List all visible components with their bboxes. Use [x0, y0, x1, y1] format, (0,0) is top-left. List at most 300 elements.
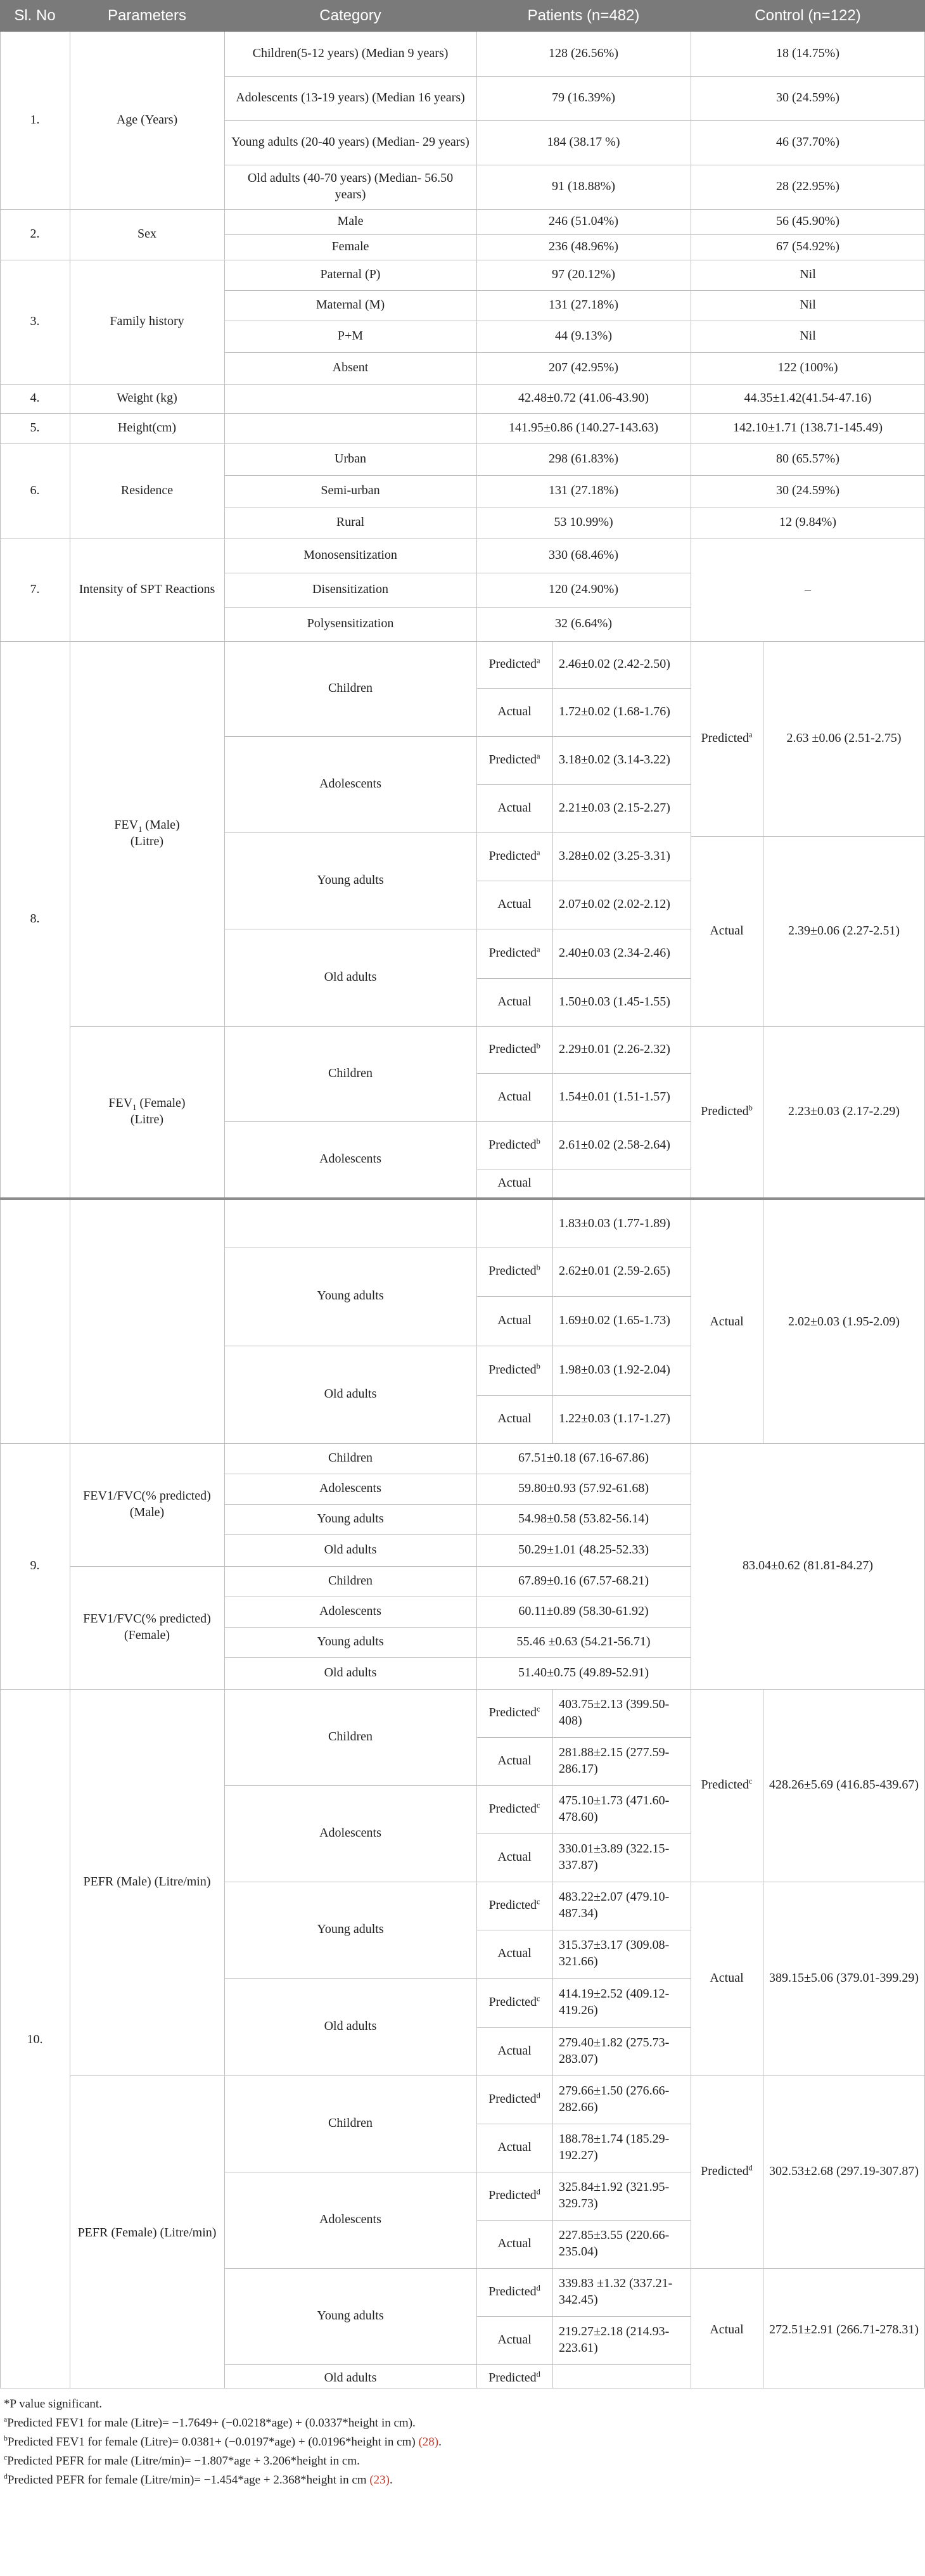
grid-line — [476, 978, 691, 979]
predicted-label — [476, 1121, 552, 1170]
footnote-d — [4, 2473, 393, 2487]
grid-line — [0, 443, 925, 444]
category-cell: P+M — [337, 329, 364, 343]
patients-cell: 97 (20.12%) — [552, 267, 615, 282]
footnote-marker: a — [4, 2415, 8, 2424]
control-cell: 2.02±0.03 (1.95-2.09) — [788, 1315, 900, 1329]
patients-cell: 2.46±0.02 (2.42-2.50) — [559, 657, 670, 672]
predicted-text: Predicted — [701, 2164, 749, 2179]
patients-cell: 279.66±1.50 (276.66-282.66) — [559, 2084, 670, 2114]
predicted-text: Predicted — [488, 1802, 537, 1816]
predicted-text: Predicted — [701, 1104, 749, 1119]
category-cell: Polysensitization — [307, 616, 394, 631]
patients-cell: 414.19±2.52 (409.12-419.26) — [559, 1987, 670, 2017]
footnote-marker: d — [536, 2369, 540, 2379]
footnote-marker: c — [749, 1776, 753, 1786]
control-cell: 30 (24.59%) — [776, 91, 839, 105]
patients-cell: 279.40±1.82 (275.73-283.07) — [559, 2036, 670, 2066]
control-cell: 83.04±0.62 (81.81-84.27) — [743, 1559, 873, 1573]
actual-label: Actual — [497, 1090, 532, 1104]
predicted-text: Predicted — [488, 2371, 537, 2385]
slno-6: 6. — [30, 483, 40, 498]
actual-label: Actual — [497, 1313, 532, 1328]
footnote-significance: *P value significant. — [4, 2397, 102, 2411]
patients-cell: 1.98±0.03 (1.92-2.04) — [559, 1363, 670, 1377]
param-text: FEV — [108, 1096, 133, 1111]
grid-line — [0, 1443, 925, 1444]
category-cell: Adolescents — [319, 2212, 381, 2227]
patients-cell: 79 (16.39%) — [552, 91, 615, 105]
footnote-marker: b — [748, 1103, 753, 1113]
grid-line — [476, 1296, 691, 1297]
param-text: FEV — [114, 818, 139, 832]
grid-line — [70, 2075, 925, 2076]
patients-cell: 1.22±0.03 (1.17-1.27) — [559, 1412, 670, 1426]
predicted-text: Predicted — [488, 753, 537, 767]
category-cell: Young adults — [317, 1922, 384, 1937]
patients-cell: 42.48±0.72 (41.06-43.90) — [518, 391, 649, 405]
predicted-text: Predicted — [488, 2188, 537, 2203]
category-cell: Semi-urban — [321, 483, 380, 498]
patients-cell: 315.37±3.17 (309.08-321.66) — [559, 1938, 670, 1968]
category-cell: Adolescents — [319, 1826, 381, 1840]
predicted-text: Predicted — [701, 731, 750, 746]
slno-7: 7. — [30, 582, 40, 597]
header-control: Control (n=122) — [755, 7, 861, 24]
header-patients: Patients (n=482) — [527, 7, 640, 24]
category-cell: Maternal (M) — [316, 298, 385, 312]
category-cell: Old adults (40-70 years) (Median- 56.50 years) — [247, 171, 454, 201]
slno-5: 5. — [30, 421, 40, 435]
grid-line — [224, 234, 925, 235]
patients-cell: 207 (42.95%) — [549, 360, 618, 375]
page-break-rule — [0, 1197, 925, 1200]
predicted-text: Predicted — [488, 849, 537, 864]
category-cell: Children — [328, 1730, 373, 1744]
param-sub: 1 — [138, 825, 143, 834]
param-text: (Litre) — [130, 834, 164, 848]
category-cell: Disensitization — [312, 582, 388, 597]
control-cell: 2.23±0.03 (2.17-2.29) — [788, 1104, 900, 1119]
grid-line — [476, 1395, 691, 1396]
header-slno: Sl. No — [14, 7, 56, 24]
grid-line — [0, 384, 925, 385]
footnote-text: Predicted FEV1 for male (Litre)= −1.7649+ (−0.0218*age) + (0.0337*height in cm). — [7, 2416, 416, 2430]
grid-line — [224, 832, 691, 833]
predicted-label — [476, 2268, 552, 2316]
patients-cell: 2.40±0.03 (2.34-2.46) — [559, 946, 670, 960]
predicted-label — [476, 2075, 552, 2124]
patients-cell: 330 (68.46%) — [549, 548, 618, 563]
footnote-b — [4, 2435, 442, 2449]
category-cell: Children — [328, 1066, 373, 1081]
actual-label: Actual — [497, 1946, 532, 1961]
actual-label: Actual — [497, 897, 532, 912]
header-parameters: Parameters — [107, 7, 187, 24]
category-cell: Old adults — [324, 1543, 377, 1557]
param-pefr-female: PEFR (Female) (Litre/min) — [77, 2226, 217, 2240]
patients-cell: 2.62±0.01 (2.59-2.65) — [559, 1264, 670, 1278]
patients-cell: 2.61±0.02 (2.58-2.64) — [559, 1138, 670, 1152]
patients-cell: 67.51±0.18 (67.16-67.86) — [518, 1451, 649, 1465]
predicted-text: Predicted — [488, 1264, 537, 1278]
category-cell: Old adults — [324, 2019, 377, 2034]
grid-line — [476, 2316, 691, 2317]
patients-cell: 50.29±1.01 (48.25-52.33) — [518, 1543, 649, 1557]
patients-cell: 67.89±0.16 (67.57-68.21) — [518, 1574, 649, 1588]
category-cell: Female — [331, 239, 369, 254]
footnote-marker: b — [4, 2434, 8, 2443]
actual-label: Actual — [497, 2333, 532, 2347]
patients-cell: 298 (61.83%) — [549, 452, 618, 466]
patients-cell: 227.85±3.55 (220.66-235.04) — [559, 2228, 670, 2259]
grid-line — [224, 120, 925, 121]
patients-cell: 1.54±0.01 (1.51-1.57) — [559, 1090, 670, 1104]
patients-cell: 281.88±2.15 (277.59-286.17) — [559, 1745, 670, 1776]
control-cell: 302.53±2.68 (297.19-307.87) — [769, 2164, 919, 2179]
patients-cell: 2.07±0.02 (2.02-2.12) — [559, 897, 670, 912]
category-cell: Children — [328, 1574, 373, 1588]
actual-label: Actual — [497, 2140, 532, 2155]
grid-line — [224, 2268, 691, 2269]
patients-cell: 141.95±0.86 (140.27-143.63) — [509, 421, 658, 435]
grid-line — [224, 352, 925, 353]
category-cell: Adolescents (13-19 years) (Median 16 years) — [236, 91, 465, 105]
footnote-text: . — [438, 2435, 442, 2449]
category-cell: Children — [328, 681, 373, 696]
footnote-text: Predicted PEFR for male (Litre/min)= −1.807*age + 3.206*height in cm. — [7, 2454, 360, 2468]
grid-line — [224, 1504, 691, 1505]
param-fev1fvc-female: FEV1/FVC(% predicted) (Female) — [83, 1612, 211, 1642]
grid-line — [476, 688, 691, 689]
patients-cell: 475.10±1.73 (471.60-478.60) — [559, 1794, 670, 1824]
slno-3: 3. — [30, 314, 40, 329]
predicted-text: Predicted — [488, 2092, 537, 2107]
param-text: (Litre) — [130, 1113, 164, 1126]
grid-line — [0, 413, 925, 414]
category-cell: Old adults — [324, 1666, 377, 1680]
predicted-text: Predicted — [488, 1995, 537, 2010]
slno-9: 9. — [30, 1559, 40, 1573]
footnote-text: . — [389, 2473, 393, 2487]
predicted-text: Predicted — [488, 1042, 537, 1057]
slno-1: 1. — [30, 113, 40, 127]
category-cell: Adolescents — [319, 1604, 381, 1619]
footnote-marker: b — [536, 1361, 540, 1371]
patients-cell: 246 (51.04%) — [549, 214, 618, 229]
patients-cell: 325.84±1.92 (321.95-329.73) — [559, 2180, 670, 2210]
grid-line — [0, 209, 925, 210]
grid-line — [70, 1566, 691, 1567]
category-cell: Absent — [332, 360, 369, 375]
category-cell: Young adults — [317, 1289, 384, 1303]
footnote-marker: c — [537, 1897, 540, 1906]
control-cell: 67 (54.92%) — [776, 239, 839, 254]
grid-line — [224, 1978, 691, 1979]
predicted-label — [476, 1346, 552, 1395]
reference-link[interactable]: (23) — [369, 2473, 390, 2487]
param-sex: Sex — [137, 227, 156, 241]
grid-line — [224, 736, 691, 737]
grid-line — [224, 1627, 691, 1628]
param-spt: Intensity of SPT Reactions — [79, 582, 215, 597]
patients-cell: 120 (24.90%) — [549, 582, 618, 597]
grid-line — [224, 1785, 691, 1786]
predicted-label — [476, 929, 552, 978]
footnote-text: Predicted FEV1 for female (Litre)= 0.0381+ (−0.0197*age) + (0.0196*height in cm) — [7, 2435, 419, 2449]
patients-cell: 32 (6.64%) — [555, 616, 612, 631]
predicted-text: Predicted — [488, 1706, 537, 1720]
grid-line — [70, 1026, 925, 1027]
grid-line — [476, 784, 691, 785]
patients-cell: 339.83 ±1.32 (337.21-342.45) — [559, 2276, 673, 2307]
table-header — [0, 0, 925, 32]
footnote-c — [4, 2454, 360, 2468]
control-cell: 56 (45.90%) — [776, 214, 839, 229]
category-cell: Young adults — [317, 2309, 384, 2323]
actual-label: Actual — [497, 2044, 532, 2058]
control-cell: 2.63 ±0.06 (2.51-2.75) — [786, 731, 902, 746]
control-cell: 428.26±5.69 (416.85-439.67) — [769, 1778, 919, 1792]
category-cell: Male — [337, 214, 364, 229]
param-residence: Residence — [120, 483, 174, 498]
grid-line — [476, 1833, 691, 1834]
control-cell: 46 (37.70%) — [776, 135, 839, 150]
predicted-label — [476, 1978, 552, 2027]
param-height: Height(cm) — [117, 421, 177, 435]
control-cell: 12 (9.84%) — [779, 515, 836, 530]
grid-line — [476, 1737, 691, 1738]
predicted-label — [476, 1026, 552, 1073]
footnote-marker: d — [536, 2283, 540, 2293]
footnote-marker: a — [537, 945, 540, 954]
category-cell: Adolescents — [319, 1481, 381, 1496]
control-cell: 18 (14.75%) — [776, 46, 839, 61]
param-fev1-female — [70, 1026, 224, 1197]
footnote-marker: a — [537, 656, 540, 665]
grid-line — [0, 641, 925, 642]
category-cell: Children(5-12 years) (Median 9 years) — [252, 46, 449, 61]
patients-cell: 59.80±0.93 (57.92-61.68) — [518, 1481, 649, 1496]
category-cell: Adolescents — [319, 777, 381, 791]
patients-cell: 51.40±0.75 (49.89-52.91) — [518, 1666, 649, 1680]
control-cell: 28 (22.95%) — [776, 179, 839, 194]
patients-cell: 1.69±0.02 (1.65-1.73) — [559, 1313, 670, 1328]
predicted-label — [476, 2364, 552, 2388]
grid-line — [0, 32, 1, 2388]
actual-label: Actual — [497, 1754, 532, 1768]
category-cell: Young adults — [317, 1512, 384, 1526]
footnote-marker: d — [536, 2091, 540, 2100]
param-pefr-male: PEFR (Male) (Litre/min) — [83, 1875, 211, 1889]
patients-cell: 55.46 ±0.63 (54.21-56.71) — [516, 1635, 651, 1649]
patients-cell: 1.72±0.02 (1.68-1.76) — [559, 705, 670, 719]
patients-cell: 3.28±0.02 (3.25-3.31) — [559, 849, 670, 864]
control-cell: – — [805, 582, 811, 597]
category-cell: Urban — [335, 452, 366, 466]
predicted-label — [691, 2075, 763, 2268]
patients-cell: 1.83±0.03 (1.77-1.89) — [559, 1216, 670, 1231]
patients-cell: 188.78±1.74 (185.29-192.27) — [559, 2132, 670, 2162]
control-cell: 2.39±0.06 (2.27-2.51) — [788, 924, 900, 938]
predicted-text: Predicted — [488, 946, 537, 960]
patients-cell: 91 (18.88%) — [552, 179, 615, 194]
predicted-text: Predicted — [488, 2285, 537, 2299]
category-cell: Rural — [336, 515, 365, 530]
control-cell: 44.35±1.42(41.54-47.16) — [744, 391, 872, 405]
grid-line — [476, 1073, 691, 1074]
category-cell: Adolescents — [319, 1152, 381, 1166]
param-sub: 1 — [132, 1103, 137, 1113]
actual-label: Actual — [497, 995, 532, 1009]
grid-line — [224, 607, 691, 608]
actual-label: Actual — [497, 705, 532, 719]
category-cell: Monosensitization — [303, 548, 397, 563]
grid-line — [476, 2220, 691, 2221]
param-text: (Male) — [142, 818, 180, 832]
predicted-label — [476, 1247, 552, 1296]
actual-label: Actual — [710, 1315, 744, 1329]
predicted-label — [476, 1882, 552, 1930]
footnote-marker: b — [536, 1263, 540, 1272]
patients-cell: 330.01±3.89 (322.15-337.87) — [559, 1842, 670, 1872]
grid-line — [691, 836, 925, 837]
patients-cell: 2.21±0.03 (2.15-2.27) — [559, 801, 670, 815]
patients-cell: 53 10.99%) — [554, 515, 613, 530]
category-cell: Children — [328, 2116, 373, 2131]
control-cell: 80 (65.57%) — [776, 452, 839, 466]
category-cell: Old adults — [324, 2371, 377, 2385]
patients-cell: 131 (27.18%) — [549, 483, 618, 498]
control-cell: 389.15±5.06 (379.01-399.29) — [769, 1971, 919, 1986]
category-cell: Paternal (P) — [320, 267, 381, 282]
actual-label: Actual — [710, 2323, 744, 2337]
footnote-marker: a — [537, 751, 540, 761]
category-cell: Old adults — [324, 1387, 377, 1401]
footnote-marker: c — [537, 1704, 540, 1714]
control-cell: Nil — [800, 298, 816, 312]
grid-line — [224, 290, 925, 291]
category-cell: Young adults — [317, 873, 384, 888]
category-cell: Children — [328, 1451, 373, 1465]
patients-cell: 1.50±0.03 (1.45-1.55) — [559, 995, 670, 1009]
slno-10: 10. — [27, 2032, 43, 2047]
category-cell: Young adults (20-40 years) (Median- 29 years) — [231, 135, 469, 150]
actual-label: Actual — [497, 1176, 532, 1190]
header-category: Category — [319, 7, 381, 24]
actual-label: Actual — [497, 801, 532, 815]
footnote-marker: d — [748, 2163, 753, 2172]
patients-cell: 236 (48.96%) — [549, 239, 618, 254]
param-fev1-male — [70, 641, 224, 1026]
grid-line — [476, 2027, 691, 2028]
footnote-marker: c — [4, 2453, 8, 2462]
grid-line — [691, 2268, 925, 2269]
patients-cell: 184 (38.17 %) — [547, 135, 620, 150]
param-family-history: Family history — [110, 314, 184, 329]
slno-8: 8. — [30, 912, 40, 926]
grid-line — [224, 1657, 691, 1658]
footnote-marker: c — [537, 1994, 540, 2003]
grid-line — [0, 1689, 925, 1690]
predicted-text: Predicted — [488, 1138, 537, 1152]
actual-label: Actual — [497, 1850, 532, 1865]
control-cell: 272.51±2.91 (266.71-278.31) — [769, 2323, 919, 2337]
grid-line — [224, 1121, 691, 1122]
predicted-text: Predicted — [488, 1898, 537, 1913]
predicted-label — [691, 1026, 763, 1197]
footnote-text: Predicted PEFR for female (Litre/min)= −1.454*age + 2.368*height in cm — [7, 2473, 370, 2487]
predicted-label — [476, 641, 552, 688]
grid-line — [552, 1689, 553, 2388]
actual-label: Actual — [710, 924, 744, 938]
patients-cell: 403.75±2.13 (399.50-408) — [559, 1697, 670, 1728]
param-fev1fvc-male: FEV1/FVC(% predicted) (Male) — [83, 1489, 211, 1519]
category-cell: Young adults — [317, 1635, 384, 1649]
slno-2: 2. — [30, 227, 40, 241]
footnote-marker: a — [749, 730, 753, 739]
patients-cell: 60.11±0.89 (58.30-61.92) — [518, 1604, 649, 1619]
patients-cell: 128 (26.56%) — [549, 46, 618, 61]
predicted-label — [476, 2172, 552, 2220]
control-cell: Nil — [800, 267, 816, 282]
footnote-marker: d — [4, 2472, 8, 2481]
control-cell: 30 (24.59%) — [776, 483, 839, 498]
patients-cell: 54.98±0.58 (53.82-56.14) — [518, 1512, 649, 1526]
footnote-marker: a — [537, 848, 540, 857]
footnote-marker: c — [537, 1801, 540, 1810]
control-cell: 122 (100%) — [777, 360, 838, 375]
param-age: Age (Years) — [116, 113, 178, 127]
slno-4: 4. — [30, 391, 40, 405]
grid-line — [224, 32, 225, 2388]
predicted-text: Predicted — [488, 1363, 537, 1377]
predicted-label — [476, 1689, 552, 1737]
predicted-label — [476, 736, 552, 784]
patients-cell: 44 (9.13%) — [555, 329, 612, 343]
actual-label: Actual — [497, 1412, 532, 1426]
grid-line — [224, 1534, 691, 1535]
grid-line — [224, 2364, 691, 2365]
grid-line — [224, 475, 925, 476]
patients-cell: 3.18±0.02 (3.14-3.22) — [559, 753, 670, 767]
footnote-marker: b — [536, 1137, 540, 1146]
footnote-marker: b — [536, 1041, 540, 1050]
patients-cell: 219.27±2.18 (214.93-223.61) — [559, 2324, 670, 2355]
predicted-label — [476, 832, 552, 881]
actual-label: Actual — [710, 1971, 744, 1986]
predicted-label — [476, 1785, 552, 1833]
footnote-marker: d — [536, 2187, 540, 2197]
grid-line — [476, 32, 477, 2388]
reference-link[interactable]: (28) — [418, 2435, 439, 2449]
grid-line — [552, 641, 553, 1443]
param-weight: Weight (kg) — [117, 391, 177, 405]
patients-cell: 2.29±0.01 (2.26-2.32) — [559, 1042, 670, 1057]
actual-label: Actual — [497, 2236, 532, 2251]
category-cell: Old adults — [324, 970, 377, 985]
control-cell: Nil — [800, 329, 816, 343]
patients-cell: 131 (27.18%) — [549, 298, 618, 312]
predicted-label — [691, 1689, 763, 1882]
predicted-label — [691, 641, 763, 836]
predicted-text: Predicted — [701, 1778, 750, 1792]
grid-line — [224, 76, 925, 77]
footnote-a — [4, 2416, 416, 2430]
patients-cell: 483.22±2.07 (479.10-487.34) — [559, 1890, 670, 1920]
param-text: (Female) — [136, 1096, 186, 1111]
control-cell: 142.10±1.71 (138.71-145.49) — [733, 421, 883, 435]
